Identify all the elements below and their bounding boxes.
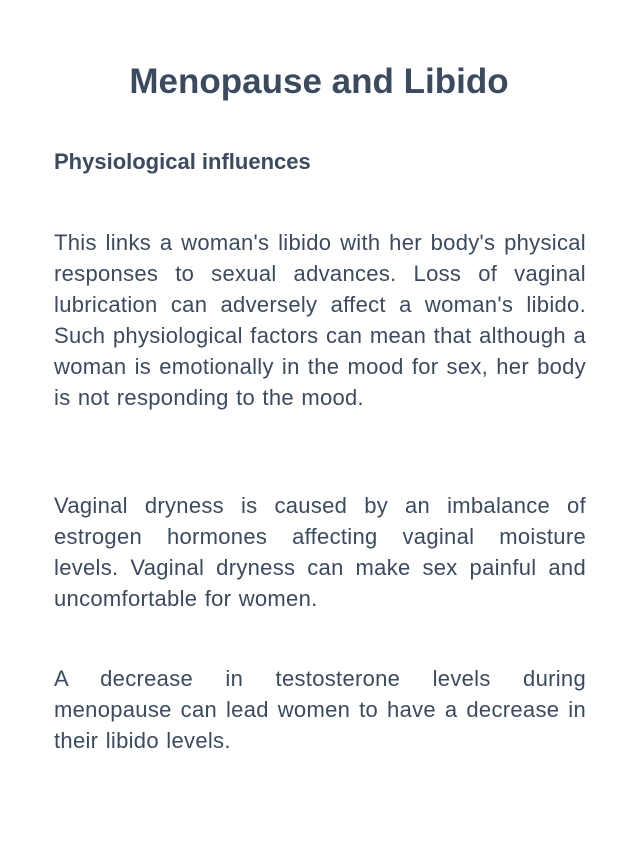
section-heading: Physiological influences [54,149,311,174]
paragraph-testosterone: A decrease in testosterone levels during menopause can lead women to have a decrease in their libido levels. [54,666,586,753]
page-title: Menopause and Libido [129,62,509,101]
paragraph-vaginal-dryness: Vaginal dryness is caused by an imbalance of estrogen hormones affecting vaginal moisture levels. Vaginal dryness can make sex painful and uncomfortable for women. [54,493,586,611]
paragraph-physiological-influences: This links a woman's libido with her body's physical responses to sexual advances. Loss of vaginal lubrication can adversely affect a woman's libido. Such physiological factors can mean that although a woman is emotionally in the mood for sex, her body is not responding to the mood. [54,230,586,410]
